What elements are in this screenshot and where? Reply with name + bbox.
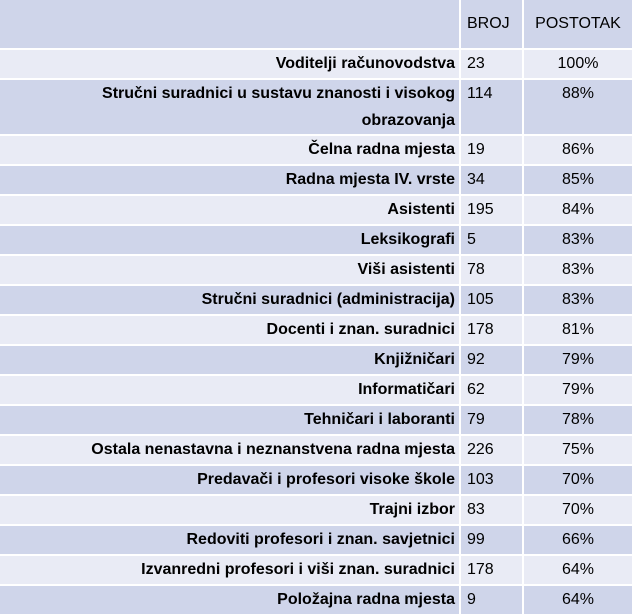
row-category-name: Trajni izbor (0, 495, 460, 525)
row-count: 226 (460, 435, 523, 465)
row-category-name: Tehničari i laboranti (0, 405, 460, 435)
table-row (0, 165, 632, 195)
row-category-name: Redoviti profesori i znan. savjetnici (0, 525, 460, 555)
row-percent: 81% (523, 315, 632, 345)
row-count: 19 (460, 135, 523, 165)
table-row (0, 405, 632, 435)
row-category-name: Stručni suradnici u sustavu znanosti i visokog obrazovanja (0, 79, 460, 135)
table-row (0, 525, 632, 555)
row-count: 79 (460, 405, 523, 435)
table-row (0, 465, 632, 495)
row-percent: 79% (523, 345, 632, 375)
row-percent: 100% (523, 49, 632, 79)
row-count: 195 (460, 195, 523, 225)
row-percent: 78% (523, 405, 632, 435)
table-row (0, 555, 632, 585)
table-row (0, 49, 632, 79)
row-category-name: Ostala nenastavna i neznanstvena radna mjesta (0, 435, 460, 465)
table-row (0, 315, 632, 345)
row-category-name: Voditelji računovodstva (0, 49, 460, 79)
header-row (0, 0, 632, 49)
row-category-name: Radna mjesta IV. vrste (0, 165, 460, 195)
table-row (0, 495, 632, 525)
row-percent: 64% (523, 585, 632, 615)
table-row (0, 135, 632, 165)
row-percent: 70% (523, 465, 632, 495)
table-row (0, 585, 632, 615)
row-percent: 86% (523, 135, 632, 165)
row-count: 9 (460, 585, 523, 615)
row-category-name: Viši asistenti (0, 255, 460, 285)
header-percent: POSTOTAK (523, 0, 632, 49)
row-count: 62 (460, 375, 523, 405)
row-count: 178 (460, 315, 523, 345)
header-count: BROJ (460, 0, 523, 49)
row-count: 23 (460, 49, 523, 79)
row-count: 178 (460, 555, 523, 585)
row-count: 5 (460, 225, 523, 255)
table-row (0, 195, 632, 225)
row-category-name: Položajna radna mjesta (0, 585, 460, 615)
row-count: 83 (460, 495, 523, 525)
row-count: 105 (460, 285, 523, 315)
header-empty-cell (0, 0, 460, 49)
row-category-name: Predavači i profesori visoke škole (0, 465, 460, 495)
row-percent: 70% (523, 495, 632, 525)
row-percent: 75% (523, 435, 632, 465)
row-category-name: Čelna radna mjesta (0, 135, 460, 165)
row-count: 114 (460, 79, 523, 135)
row-percent: 79% (523, 375, 632, 405)
table-row (0, 255, 632, 285)
table-row (0, 285, 632, 315)
row-category-name: Knjižničari (0, 345, 460, 375)
table-row (0, 375, 632, 405)
table-row (0, 225, 632, 255)
row-category-name: Docenti i znan. suradnici (0, 315, 460, 345)
table-row (0, 345, 632, 375)
row-percent: 84% (523, 195, 632, 225)
row-category-name: Informatičari (0, 375, 460, 405)
row-count: 78 (460, 255, 523, 285)
row-category-name: Leksikografi (0, 225, 460, 255)
row-category-name: Stručni suradnici (administracija) (0, 285, 460, 315)
table-row (0, 79, 632, 135)
row-percent: 83% (523, 225, 632, 255)
row-count: 92 (460, 345, 523, 375)
row-percent: 85% (523, 165, 632, 195)
row-count: 99 (460, 525, 523, 555)
table-row (0, 435, 632, 465)
row-percent: 83% (523, 285, 632, 315)
row-count: 34 (460, 165, 523, 195)
row-percent: 88% (523, 79, 632, 135)
row-count: 103 (460, 465, 523, 495)
row-percent: 66% (523, 525, 632, 555)
row-category-name: Asistenti (0, 195, 460, 225)
row-percent: 83% (523, 255, 632, 285)
row-percent: 64% (523, 555, 632, 585)
row-category-name: Izvanredni profesori i viši znan. suradnici (0, 555, 460, 585)
